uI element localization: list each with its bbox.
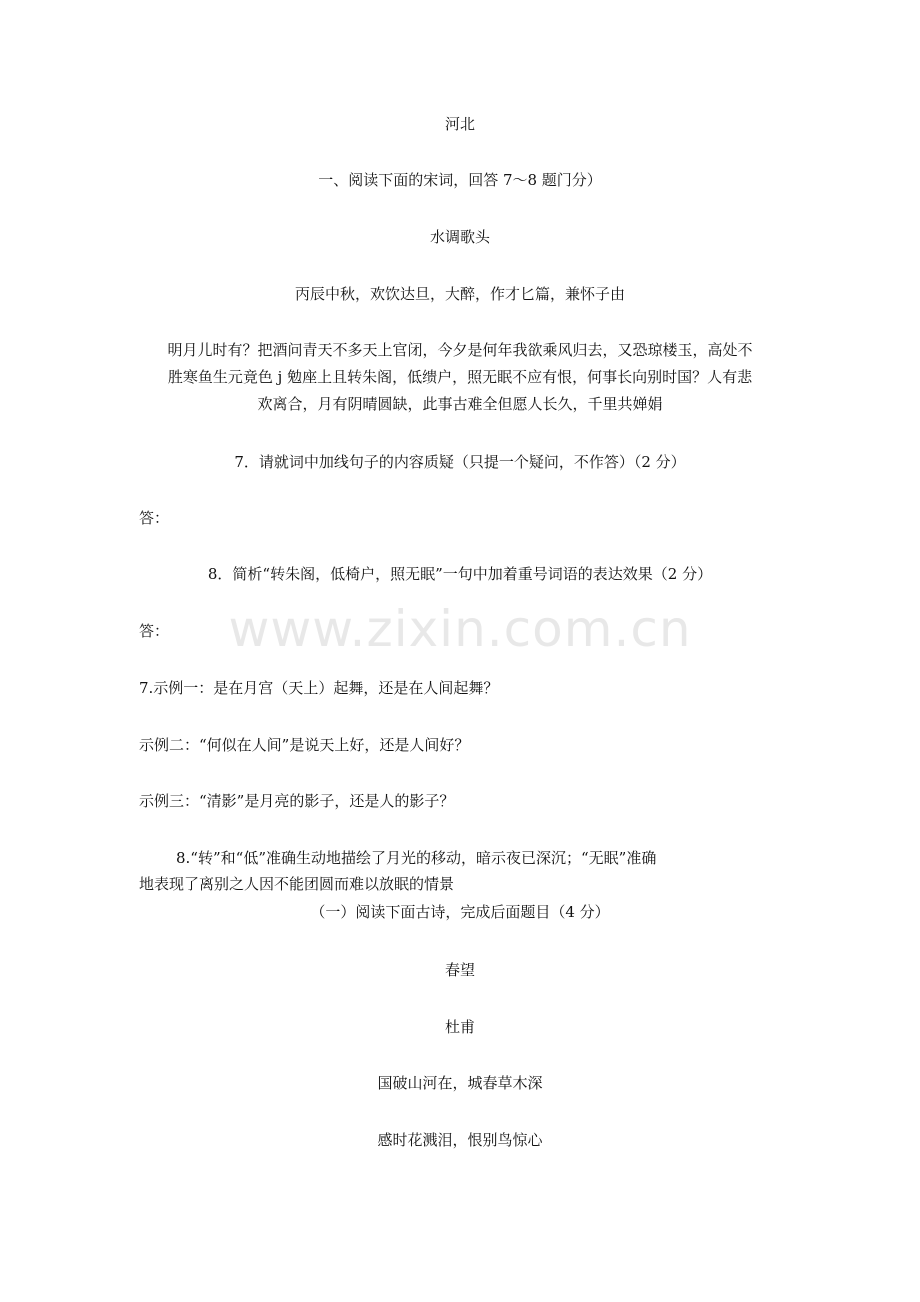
poem2-line-1: 国破山河在，城春草木深: [377, 1074, 543, 1092]
poem1-line-1: 明月儿时有？把酒问青天不多天上官闭，今夕是何年我欲乘风归去，又恐琼楼玉，高处不: [167, 341, 753, 359]
answer-8-line-1: 8.“转”和“低”准确生动地描绘了月光的移动，暗示夜已深沉；“无眠”准确: [176, 849, 657, 867]
answer-7-example-3: 示例三：“清影”是月亮的影子，还是人的影子？: [139, 792, 455, 810]
answer-7-example-1: 7.示例一：是在月宫（天上）起舞，还是在人间起舞？: [139, 679, 499, 697]
poem1-preface: 丙辰中秋，欢饮达旦，大醉，作才匕篇，兼怀子由: [294, 285, 625, 303]
region-heading: 河北: [444, 115, 475, 133]
answer-7-example-2: 示例二：“何似在人间”是说天上好，还是人间好？: [139, 736, 470, 754]
question-8: 8．简析“转朱阁，低椅户，照无眠”一句中加着重号词语的表达效果（2 分）: [207, 565, 713, 583]
question-7: 7．请就词中加线句子的内容质疑（只提一个疑问，不作答）（2 分）: [234, 453, 686, 471]
answer-label-1: 答：: [139, 509, 170, 527]
poem2-line-2: 感时花溅泪，恨别鸟惊心: [377, 1131, 543, 1149]
poem1-line-3: 欢离合，月有阴晴圆缺，此事古难全但愿人长久，千里共婵娟: [257, 395, 663, 413]
poem1-line-2: 胜寒鱼生元竟色 j 勉座上且转朱阁，低缋户，照无眠不应有恨，何事长向别时国？人有悲: [167, 368, 753, 386]
poem2-title: 春望: [444, 961, 475, 979]
watermark-text: www.zixin.com.cn: [228, 600, 692, 658]
section2-heading: （一）阅读下面古诗，完成后面题目（4 分）: [310, 903, 610, 921]
poem1-title: 水调歌头: [429, 228, 490, 246]
poem2-author: 杜甫: [444, 1018, 475, 1036]
answer-8-line-2: 地表现了离别之人因不能团圆而难以放眠的情景: [139, 875, 455, 893]
section1-heading: 一、阅读下面的宋词，回答 7～8 题门分）: [318, 171, 602, 189]
answer-label-2: 答：: [139, 622, 170, 640]
